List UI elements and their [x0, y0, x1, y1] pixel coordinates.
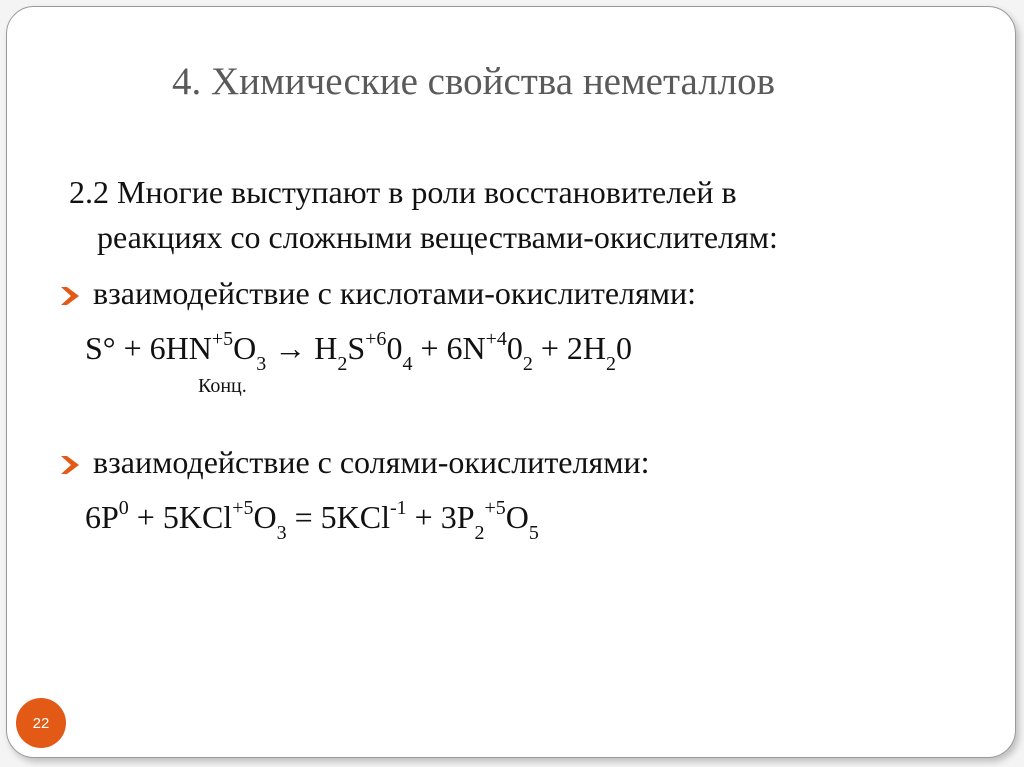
formula-text: = 5KCl	[286, 499, 390, 535]
chevron-arrow-icon	[59, 452, 81, 478]
formula-text: + 5KCl	[128, 499, 233, 535]
formula-sub: 3	[256, 353, 267, 376]
formula-note: Конц.	[198, 375, 247, 397]
intro-line-1: 2.2 Многие выступают в роли восстановителей в	[69, 174, 737, 210]
formula-sup: +4	[485, 328, 507, 351]
slide	[6, 6, 1016, 758]
bullet-salts	[59, 444, 649, 481]
formula-text: O	[233, 330, 257, 366]
intro-paragraph	[69, 170, 969, 260]
formula-text: S° + 6HN	[85, 330, 212, 366]
formula-sup: 0	[118, 497, 129, 520]
bullet-acids-label: взаимодействие с кислотами-окислителями:	[93, 275, 696, 311]
chevron-arrow-icon	[59, 283, 81, 309]
formula-text: 0	[616, 330, 633, 366]
formula-sup: +5	[484, 497, 506, 520]
formula-sup: +6	[365, 328, 387, 351]
formula-salts	[85, 497, 539, 545]
formula-sub: 4	[402, 353, 413, 376]
formula-text: S	[347, 330, 366, 366]
formula-acids	[85, 328, 633, 376]
formula-text: O	[253, 499, 277, 535]
formula-sup: +5	[211, 328, 234, 351]
formula-sub: 3	[276, 522, 287, 545]
formula-text: 0	[506, 330, 523, 366]
slide-title: 4. Химические свойства неметаллов	[172, 60, 775, 103]
bullet-salts-label: взаимодействие с солями-окислителями:	[93, 444, 650, 480]
formula-sub: 2	[606, 353, 617, 376]
formula-sub: 2	[522, 353, 533, 376]
formula-text: 0	[386, 330, 403, 366]
formula-sub: 5	[528, 522, 539, 545]
formula-text: 6P	[85, 499, 119, 535]
formula-sup: -1	[389, 497, 407, 520]
formula-sub: 2	[337, 353, 348, 376]
formula-text: O	[505, 499, 529, 535]
page-number-badge: 22	[16, 698, 66, 748]
bullet-acids	[59, 275, 696, 312]
formula-text: + 6N	[412, 330, 486, 366]
formula-text: + 2H	[532, 330, 607, 366]
formula-text: + 3P	[406, 499, 475, 535]
formula-sub: 2	[474, 522, 485, 545]
formula-text: → H	[266, 330, 338, 366]
formula-sup: +5	[232, 497, 254, 520]
intro-line-2: реакциях со сложными веществами-окислителям:	[97, 219, 778, 255]
